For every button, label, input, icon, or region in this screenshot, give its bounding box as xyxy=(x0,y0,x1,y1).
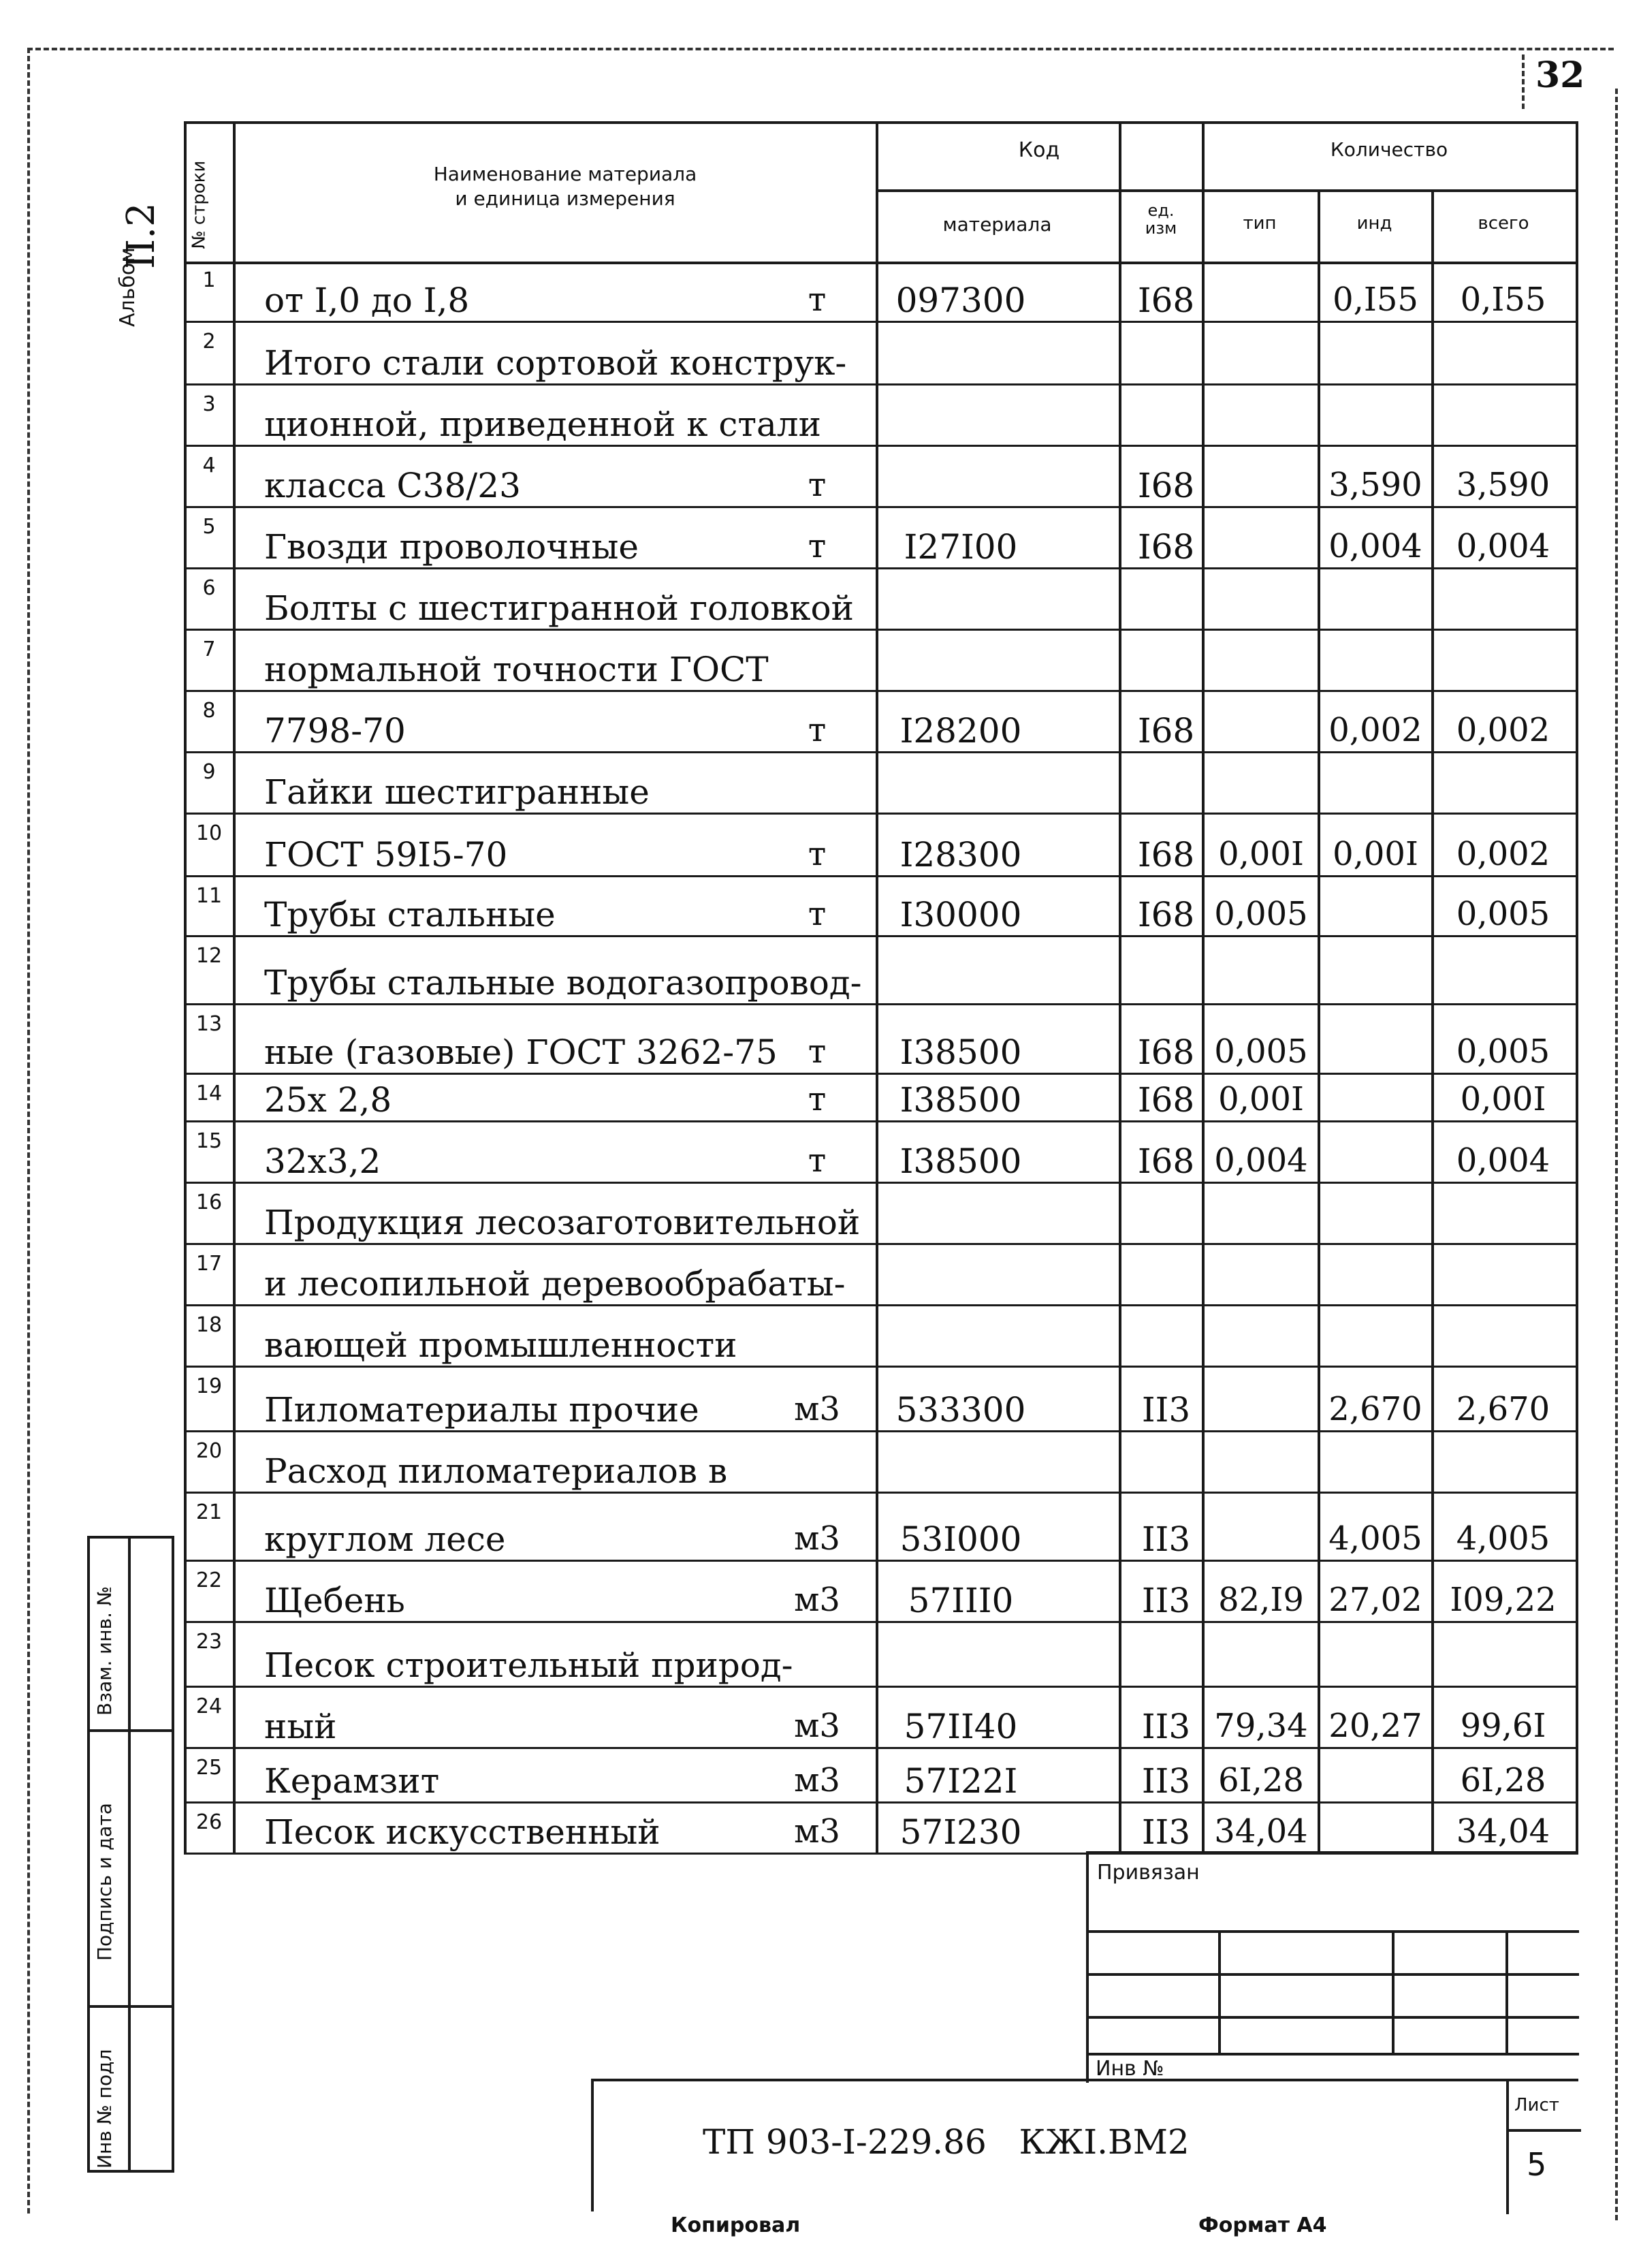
material-code: 57II40 xyxy=(904,1707,1018,1746)
material-name: Песок искусственный xyxy=(264,1812,660,1852)
side-inv-podl-label: Инв № подл xyxy=(93,2049,116,2169)
qty-ind: 4,005 xyxy=(1328,1519,1422,1558)
binding-label: Привязан xyxy=(1097,1861,1200,1885)
unit-code: II3 xyxy=(1141,1519,1191,1559)
qty-tip: 0,00I xyxy=(1218,1080,1304,1118)
unit-code: II3 xyxy=(1141,1707,1191,1746)
row-number: 23 xyxy=(195,1630,223,1654)
row-number: 20 xyxy=(195,1439,223,1463)
qty-ind: 0,004 xyxy=(1328,527,1422,565)
unit-label: т xyxy=(808,1141,827,1180)
table-row xyxy=(184,1122,1578,1184)
footer-copied: Копировал xyxy=(671,2214,801,2237)
qty-total: 99,6I xyxy=(1460,1707,1546,1745)
unit-code: I68 xyxy=(1137,711,1195,751)
unit-label: т xyxy=(808,527,827,565)
unit-label: т xyxy=(808,1033,827,1071)
side-podpis-label: Подпись и дата xyxy=(93,1803,116,1961)
side-vzam-label: Взам. инв. № xyxy=(93,1586,116,1716)
row-number: 6 xyxy=(202,576,216,600)
qty-tip: 0,005 xyxy=(1214,1033,1308,1071)
qty-ind: 0,I55 xyxy=(1333,281,1418,319)
binding-line-4 xyxy=(1089,2053,1579,2056)
unit-label: м3 xyxy=(794,1707,840,1745)
unit-label: т xyxy=(808,281,827,319)
material-name: класса С38/23 xyxy=(264,466,521,505)
unit-code: II3 xyxy=(1141,1390,1191,1430)
qty-tip: 79,34 xyxy=(1214,1707,1308,1745)
table-row xyxy=(184,1804,1578,1855)
row-number: 1 xyxy=(202,268,216,292)
row-number: 4 xyxy=(202,454,216,477)
page-number: 32 xyxy=(1535,54,1585,96)
sheet-label: Лист xyxy=(1514,2095,1559,2115)
material-name: 32х3,2 xyxy=(264,1141,381,1181)
material-code: I30000 xyxy=(899,895,1022,934)
qty-total: 6I,28 xyxy=(1460,1761,1546,1799)
qty-total: 0,002 xyxy=(1456,711,1550,749)
row-number: 8 xyxy=(202,699,216,723)
qty-total: 34,04 xyxy=(1456,1812,1550,1850)
material-name: Гайки шестигранные xyxy=(264,772,650,812)
qty-total: 0,00I xyxy=(1460,1080,1546,1118)
unit-code: I68 xyxy=(1137,895,1195,934)
side-stamp-divider xyxy=(128,1539,131,2170)
unit-code: I68 xyxy=(1137,835,1195,875)
header-qty-group: Количество xyxy=(1330,138,1448,161)
table-row xyxy=(184,1623,1578,1688)
sheet-number: 5 xyxy=(1527,2146,1547,2183)
table-row xyxy=(184,753,1578,815)
title-block xyxy=(591,2079,1578,2211)
material-code: I27I00 xyxy=(904,527,1018,567)
unit-code: I68 xyxy=(1137,1141,1195,1181)
material-code: I28200 xyxy=(899,711,1022,751)
header-code-unit: ед. изм xyxy=(1145,201,1177,238)
table-row xyxy=(184,1306,1578,1368)
material-name: и лесопильной деревообрабаты- xyxy=(264,1264,846,1304)
table-row xyxy=(184,1245,1578,1306)
row-number: 26 xyxy=(195,1810,223,1834)
header-qty-ind: инд xyxy=(1356,213,1392,234)
row-number: 25 xyxy=(195,1756,223,1780)
table-row xyxy=(184,569,1578,631)
table-top-border xyxy=(184,121,1578,124)
footer-format: Формат А4 xyxy=(1198,2214,1327,2237)
unit-label: м3 xyxy=(794,1761,840,1799)
row-number: 12 xyxy=(195,944,223,968)
qty-total: 0,004 xyxy=(1456,1141,1550,1180)
binding-col-2 xyxy=(1392,1930,1395,2053)
unit-code: I68 xyxy=(1137,1033,1195,1072)
unit-code: II3 xyxy=(1141,1812,1191,1852)
material-code: 533300 xyxy=(895,1390,1026,1430)
qty-tip: 0,00I xyxy=(1218,835,1304,873)
material-name: Щебень xyxy=(264,1581,405,1620)
material-code: 57I230 xyxy=(899,1812,1022,1852)
unit-label: т xyxy=(808,466,827,504)
unit-code: II3 xyxy=(1141,1581,1191,1620)
qty-tip: 34,04 xyxy=(1214,1812,1308,1850)
material-name: ные (газовые) ГОСТ 3262-75 xyxy=(264,1033,778,1072)
material-name: Трубы стальные водогазопровод- xyxy=(264,963,862,1003)
unit-label: т xyxy=(808,895,827,933)
row-number: 16 xyxy=(195,1191,223,1214)
table-row xyxy=(184,508,1578,569)
material-name: нормальной точности ГОСТ xyxy=(264,650,769,689)
material-name: Керамзит xyxy=(264,1761,440,1801)
row-number: 11 xyxy=(195,884,223,908)
row-number: 14 xyxy=(195,1082,223,1105)
page-number-divider xyxy=(1522,54,1525,109)
qty-tip: 6I,28 xyxy=(1218,1761,1304,1799)
row-number: 2 xyxy=(202,330,216,353)
material-code: I28300 xyxy=(899,835,1022,875)
material-name: круглом лесе xyxy=(264,1519,506,1559)
unit-code: I68 xyxy=(1137,281,1195,320)
row-number: 13 xyxy=(195,1012,223,1036)
qty-tip: 82,I9 xyxy=(1218,1581,1304,1619)
table-row xyxy=(184,692,1578,753)
qty-ind: 0,00I xyxy=(1333,835,1418,873)
table-row xyxy=(184,323,1578,385)
inv-no-label: Инв № xyxy=(1096,2057,1164,2081)
row-number: 17 xyxy=(195,1252,223,1276)
table-row xyxy=(184,262,1578,323)
row-number: 18 xyxy=(195,1313,223,1337)
title-block-list-line xyxy=(1506,2129,1581,2132)
unit-label: м3 xyxy=(794,1390,840,1428)
qty-total: 3,590 xyxy=(1456,466,1550,504)
material-name: ционной, приведенной к стали xyxy=(264,405,821,444)
unit-label: м3 xyxy=(794,1581,840,1619)
row-number: 10 xyxy=(195,821,223,845)
frame-top-border xyxy=(27,48,1614,50)
material-name: Итого стали сортовой конструк- xyxy=(264,343,847,383)
frame-left-border xyxy=(27,48,30,2214)
album-word: Альбом xyxy=(116,247,140,327)
material-code: 53I000 xyxy=(899,1519,1022,1559)
table-row xyxy=(184,937,1578,1005)
unit-label: т xyxy=(808,1080,827,1118)
table-row xyxy=(184,1368,1578,1432)
unit-label: т xyxy=(808,711,827,749)
qty-ind: 2,670 xyxy=(1328,1390,1422,1428)
unit-code: II3 xyxy=(1141,1761,1191,1801)
header-mid-line xyxy=(876,189,1577,192)
qty-total: 0,I55 xyxy=(1460,281,1546,319)
row-number: 7 xyxy=(202,637,216,661)
row-number: 24 xyxy=(195,1695,223,1718)
table-row xyxy=(184,877,1578,937)
material-code: 57I22I xyxy=(904,1761,1018,1801)
binding-stamp xyxy=(1086,1851,1576,2083)
material-name: от I,0 до I,8 xyxy=(264,281,470,320)
table-row xyxy=(184,1749,1578,1804)
qty-ind: 20,27 xyxy=(1328,1707,1422,1745)
material-name: Песок строительный природ- xyxy=(264,1645,793,1685)
materials-table xyxy=(184,121,1578,1855)
table-row xyxy=(184,631,1578,692)
material-code: I38500 xyxy=(899,1033,1022,1072)
row-number: 3 xyxy=(202,392,216,416)
unit-label: м3 xyxy=(794,1519,840,1558)
binding-col-3 xyxy=(1505,1930,1508,2053)
material-code: 097300 xyxy=(895,281,1026,320)
qty-total: 2,670 xyxy=(1456,1390,1550,1428)
table-row xyxy=(184,1494,1578,1562)
header-code-group: Код xyxy=(1018,138,1060,162)
qty-ind: 0,002 xyxy=(1328,711,1422,749)
unit-code: I68 xyxy=(1137,466,1195,505)
row-number: 5 xyxy=(202,515,216,539)
header-name: Наименование материала и единица измерения xyxy=(433,163,697,210)
qty-total: I09,22 xyxy=(1450,1581,1557,1619)
material-name: вающей промышленности xyxy=(264,1325,737,1365)
title-block-divider xyxy=(1506,2081,1509,2214)
header-qty-total: всего xyxy=(1478,213,1529,234)
qty-total: 0,005 xyxy=(1456,895,1550,933)
material-name: Расход пиломатериалов в xyxy=(264,1451,728,1491)
row-number: 15 xyxy=(195,1129,223,1153)
unit-code: I68 xyxy=(1137,527,1195,567)
material-name: Гвозди проволочные xyxy=(264,527,639,567)
table-row xyxy=(184,1005,1578,1075)
material-name: Продукция лесозаготовительной xyxy=(264,1203,861,1242)
binding-col-1 xyxy=(1218,1930,1221,2053)
side-stamp xyxy=(87,1536,174,2173)
qty-total: 4,005 xyxy=(1456,1519,1550,1558)
row-number: 21 xyxy=(195,1500,223,1524)
material-code: 57III0 xyxy=(908,1581,1014,1620)
qty-total: 0,004 xyxy=(1456,527,1550,565)
qty-total: 0,002 xyxy=(1456,835,1550,873)
unit-label: т xyxy=(808,835,827,873)
material-name: Трубы стальные xyxy=(264,895,556,934)
material-name: ный xyxy=(264,1707,337,1746)
header-qty-tip: тип xyxy=(1243,213,1277,234)
material-code: I38500 xyxy=(899,1141,1022,1181)
table-row xyxy=(184,1075,1578,1122)
qty-total: 0,005 xyxy=(1456,1033,1550,1071)
table-row xyxy=(184,447,1578,508)
header-code-material: материала xyxy=(942,213,1052,236)
table-row xyxy=(184,1432,1578,1494)
table-row xyxy=(184,1688,1578,1749)
material-name: ГОСТ 59I5-70 xyxy=(264,835,508,875)
table-row xyxy=(184,1184,1578,1245)
row-number: 19 xyxy=(195,1374,223,1398)
qty-ind: 3,590 xyxy=(1328,466,1422,504)
document-code: ТП 903-I-229.86 КЖI.ВМ2 xyxy=(703,2122,1190,2162)
material-name: Болты с шестигранной головкой xyxy=(264,588,854,628)
row-number: 9 xyxy=(202,760,216,784)
material-name: Пиломатериалы прочие xyxy=(264,1390,699,1430)
qty-ind: 27,02 xyxy=(1328,1581,1422,1619)
unit-code: I68 xyxy=(1137,1080,1195,1120)
row-number: 22 xyxy=(195,1569,223,1592)
table-row xyxy=(184,815,1578,877)
side-stamp-line-1 xyxy=(90,1729,172,1732)
material-name: 7798-70 xyxy=(264,711,406,751)
table-row xyxy=(184,1562,1578,1623)
unit-label: м3 xyxy=(794,1812,840,1850)
material-code: I38500 xyxy=(899,1080,1022,1120)
material-name: 25х 2,8 xyxy=(264,1080,392,1120)
header-row-num: № строки xyxy=(189,160,210,249)
frame-right-border xyxy=(1615,89,1618,2220)
album-number: II.2 xyxy=(119,202,163,269)
qty-tip: 0,004 xyxy=(1214,1141,1308,1180)
qty-tip: 0,005 xyxy=(1214,895,1308,933)
table-row xyxy=(184,385,1578,447)
